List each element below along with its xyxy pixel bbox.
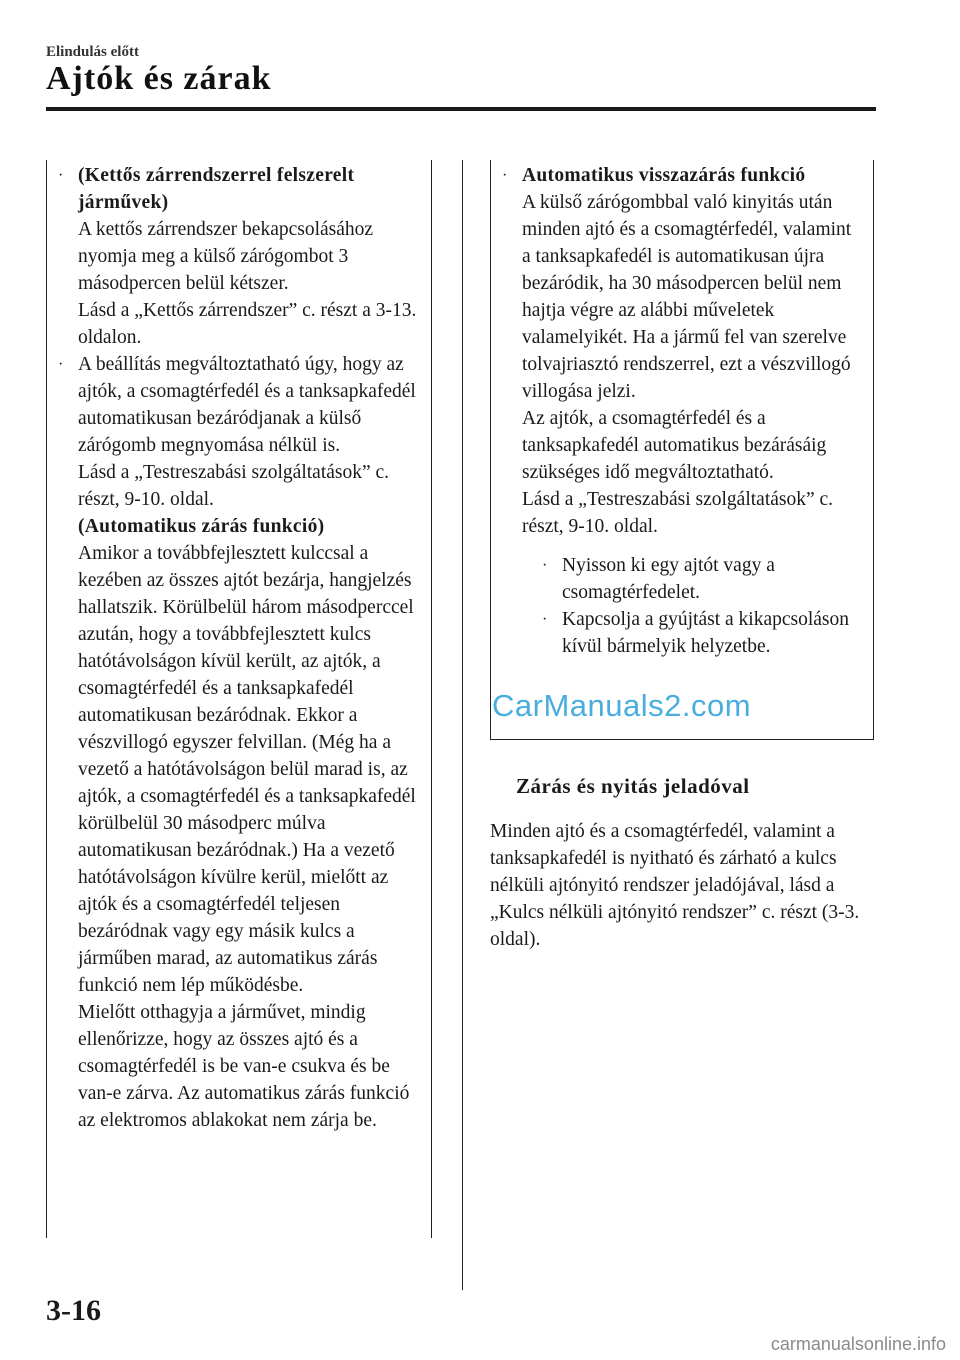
sub-item-text: Nyisson ki egy ajtót vagy a csomagtérfedelet.	[562, 555, 775, 603]
footer-brand: carmanualsonline.info	[770, 1334, 946, 1354]
watermark: CarManuals2.com	[492, 688, 752, 723]
item-subheading: (Automatikus zárás funkció)	[78, 516, 325, 537]
item-paragraph: Amikor a továbbfejlesztett kulccsal a kezében az összes ajtót bezárja, hangjelzés hallatszik. Körülbelül három másodperccel azután, hogy a továbbfejlesztett kulcs hatótávolságon kívül került, az ajtók, a csomagtérfedél és a tanksapkafedél automatikusan bezáródnak. Ekkor a vészvillogó egyszer felvillan. (Még ha a vezető a hatótávolságon belül marad is, az ajtók, a csomagtérfedél és a tanksapkafedél körülbelül 30 másodperc múlva automatikusan bezáródnak.) Ha a vezető hatótávolságon kívülre kerül, mielőtt az ajtók és a csomagtérfedél teljesen bezáródnak vagy egy másik kulcs a járműben marad, az automatikus zárás funkció nem lép működésbe.	[78, 543, 416, 996]
item-paragraph: Lásd a „Testreszabási szolgáltatások” c. részt, 9-10. oldal.	[78, 462, 390, 510]
left-column	[56, 162, 424, 1134]
item-paragraph: Mielőtt otthagyja a járművet, mindig ellenőrizze, hogy az összes ajtó és a csomagtérfedél is be van-e csukva és be van-e zárva. Az automatikus zárás funkció az elektromos ablakokat nem zárja be.	[78, 1002, 410, 1131]
title-divider	[46, 107, 876, 111]
bullet-icon: ·	[58, 167, 64, 184]
bullet-icon: ·	[542, 611, 548, 628]
bullet-icon: ·	[542, 557, 548, 574]
list-item	[56, 162, 424, 351]
item-paragraph: Lásd a „Kettős zárrendszer” c. részt a 3-13. oldalon.	[78, 300, 417, 348]
item-paragraph: Lásd a „Testreszabási szolgáltatások” c. részt, 9-10. oldal.	[522, 489, 834, 537]
page-title: Ajtók és zárak	[46, 60, 272, 97]
gutter-rule	[462, 160, 463, 1290]
list-item	[56, 351, 424, 1134]
right-column	[500, 162, 862, 660]
bullet-icon: ·	[502, 167, 508, 184]
sub-item-text: Kapcsolja a gyújtást a kikapcsoláson kívül bármelyik helyzetbe.	[562, 609, 850, 657]
left-column-rule	[46, 160, 47, 1238]
item-paragraph: A külső zárógombbal való kinyitás után minden ajtó és a csomagtérfedél, valamint a tanksapkafedél is automatikusan újra bezáródik, ha 30 másodpercen belül nem hajtja végre az alábbi műveletek valamelyikét. Ha a jármű fel van szerelve tolvajriasztó rendszerrel, ezt a vészvillogó villogása jelzi.	[522, 192, 852, 402]
item-heading: Automatikus visszazárás funkció	[522, 165, 806, 186]
item-paragraph: A kettős zárrendszer bekapcsolásához nyomja meg a külső zárógombot 3 másodpercen belül kétszer.	[78, 219, 374, 294]
item-heading: (Kettős zárrendszerrel felszerelt járművek)	[78, 165, 355, 213]
section-heading: Zárás és nyitás jeladóval	[516, 774, 750, 798]
section-label: Elindulás előtt	[46, 44, 139, 60]
sub-list-item	[540, 606, 862, 660]
middle-column-rule	[431, 160, 432, 1238]
sub-list	[522, 552, 862, 660]
item-paragraph: Az ajtók, a csomagtérfedél és a tanksapkafedél automatikus bezárásáig szükséges idő megváltoztatható.	[522, 408, 827, 483]
item-paragraph: A beállítás megváltoztatható úgy, hogy az ajtók, a csomagtérfedél és a tanksapkafedél automatikusan bezáródjanak a külső zárógomb megnyomása nélkül is.	[78, 354, 416, 456]
sub-list-item	[540, 552, 862, 606]
section-body: Minden ajtó és a csomagtérfedél, valamint a tanksapkafedél is nyitható és zárható a kulcs nélküli ajtónyitó rendszer jeladójával, lásd a „Kulcs nélküli ajtónyitó rendszer” c. részt (3-3. oldal).	[490, 821, 860, 950]
list-item	[500, 162, 862, 660]
bullet-icon: ·	[58, 356, 64, 373]
page-number: 3-16	[46, 1294, 101, 1327]
